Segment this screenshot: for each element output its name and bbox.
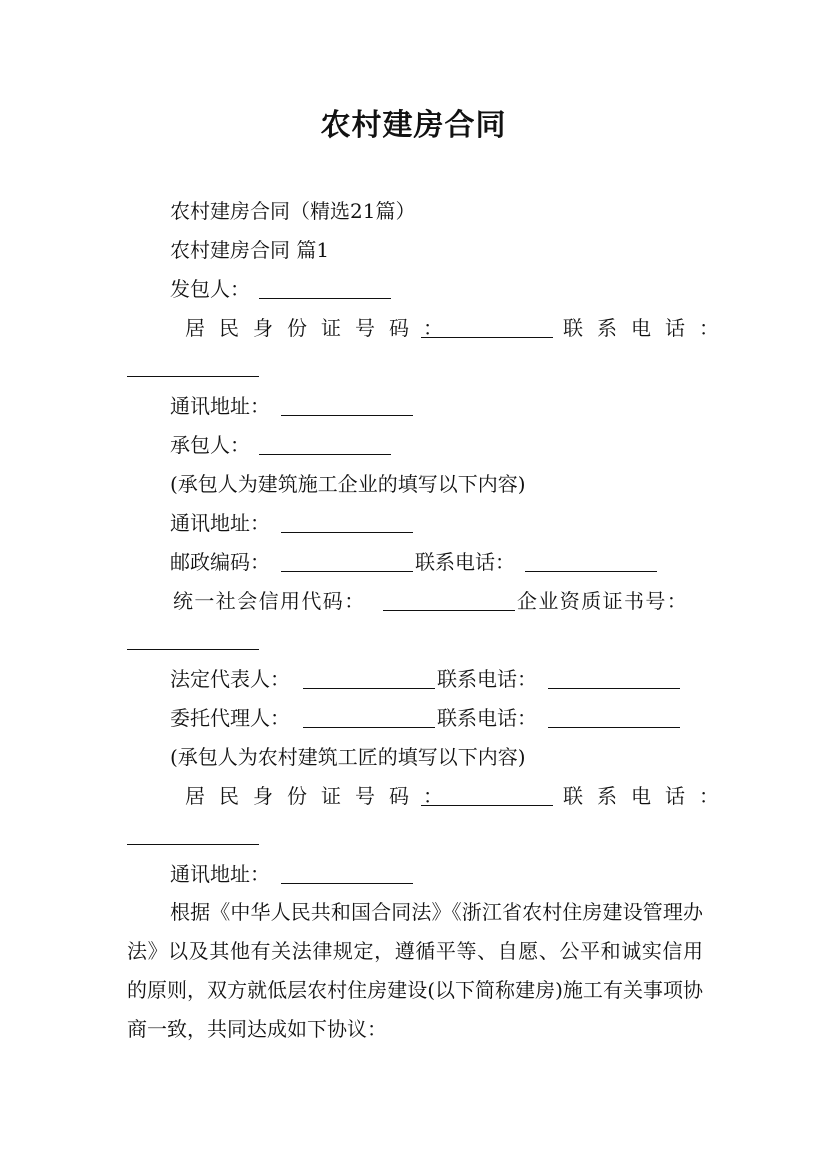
doc-line (0, 391, 827, 421)
section-heading: 农村建房合同 篇1 (170, 238, 330, 262)
blank-line (127, 649, 259, 650)
doc-line (0, 313, 827, 343)
doc-line (0, 352, 827, 382)
doc-line (0, 547, 827, 577)
blank-line (303, 688, 435, 689)
blank-line (281, 571, 413, 572)
doc-subtitle: 农村建房合同（精选21篇） (170, 199, 416, 223)
doc-line (0, 820, 827, 850)
blank-line (548, 688, 680, 689)
blank-line (127, 844, 259, 845)
doc-line (0, 508, 827, 538)
blank-line (548, 727, 680, 728)
blank-line (383, 610, 515, 611)
field-label: 通讯地址： (170, 862, 270, 886)
blank-line (303, 727, 435, 728)
doc-line (0, 781, 827, 811)
field-label: 发包人： (170, 277, 250, 301)
doc-line (0, 742, 827, 772)
field-label: 承包人： (170, 433, 250, 457)
blank-line (525, 571, 657, 572)
field-label: 联系电话： (563, 784, 733, 808)
doc-line (0, 196, 827, 226)
field-label: 企业资质证书号： (517, 589, 689, 613)
blank-line (281, 532, 413, 533)
doc-line (0, 235, 827, 265)
field-label: 委托代理人： (170, 706, 290, 730)
note-text: (承包人为农村建筑工匠的填写以下内容) (170, 745, 526, 769)
doc-line (0, 430, 827, 460)
field-label: 法定代表人： (170, 667, 290, 691)
field-label: 居民身份证号码： (185, 316, 457, 340)
field-label: 联系电话： (563, 316, 733, 340)
doc-line (0, 274, 827, 304)
blank-line (421, 805, 553, 806)
doc-line (0, 859, 827, 889)
blank-line (259, 298, 391, 299)
field-label: 统一社会信用代码： (173, 589, 366, 613)
blank-line (421, 337, 553, 338)
field-label: 联系电话： (415, 550, 515, 574)
blank-line (259, 454, 391, 455)
body-paragraph: 根据《中华人民共和国合同法》《浙江省农村住房建设管理办法》以及其他有关法律规定，遵循平等、自愿、公平和诚实信用的原则，双方就低层农村住房建设(以下简称建房)施工有关事项协商一致，共同达成如下协议： (127, 900, 703, 1041)
blank-line (127, 376, 259, 377)
page-title: 农村建房合同 (320, 108, 507, 143)
doc-line (0, 625, 827, 655)
field-label: 联系电话： (437, 706, 537, 730)
field-label: 居民身份证号码： (185, 784, 457, 808)
field-label: 联系电话： (437, 667, 537, 691)
field-label: 邮政编码： (170, 550, 270, 574)
doc-line (0, 469, 827, 499)
doc-line (0, 664, 827, 694)
doc-line (0, 703, 827, 733)
note-text: (承包人为建筑施工企业的填写以下内容) (170, 472, 526, 496)
doc-line (0, 586, 827, 616)
blank-line (281, 415, 413, 416)
blank-line (281, 883, 413, 884)
field-label: 通讯地址： (170, 511, 270, 535)
field-label: 通讯地址： (170, 394, 270, 418)
